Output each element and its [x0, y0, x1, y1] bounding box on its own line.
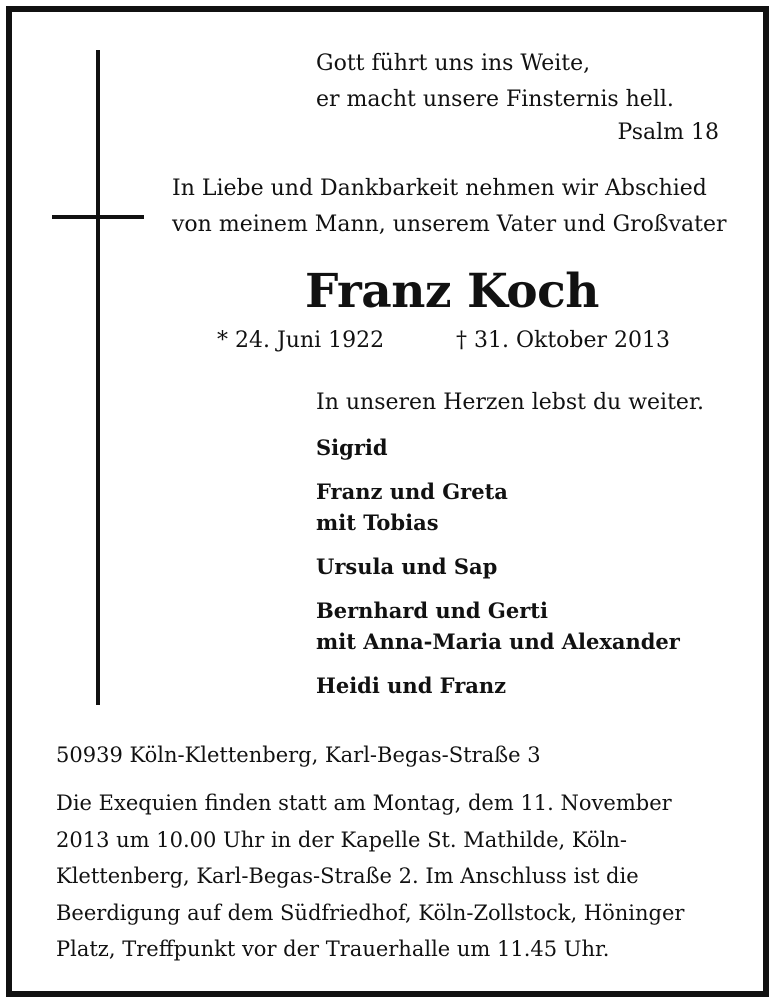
mourner-name: Heidi und Franz [316, 673, 507, 698]
mourner-group [316, 670, 680, 701]
mourners-list [316, 432, 680, 714]
birth-date: * 24. Juni 1922 [217, 328, 385, 353]
mourner-name: Ursula und Sap [316, 554, 498, 579]
psalm-reference: Psalm 18 [617, 120, 719, 145]
cross-icon-bar [52, 215, 144, 219]
farewell-intro [172, 171, 727, 243]
intro-line: von meinem Mann, unserem Vater und Großvater [172, 212, 727, 237]
death-date: † 31. Oktober 2013 [456, 328, 671, 353]
memorial-motto: In unseren Herzen lebst du weiter. [316, 390, 705, 415]
mourner-name: Bernhard und Gerti [316, 598, 548, 623]
intro-line: In Liebe und Dankbarkeit nehmen wir Abschied [172, 176, 707, 201]
mourner-name: mit Tobias [316, 510, 439, 535]
family-address: 50939 Köln-Klettenberg, Karl-Begas-Straße 3 [56, 743, 541, 767]
cross-icon [96, 50, 100, 705]
psalm-quote [316, 46, 674, 118]
service-line: Klettenberg, Karl-Begas-Straße 2. Im Anschluss ist die [56, 864, 639, 888]
mourner-group [316, 551, 680, 582]
service-line: Die Exequien finden statt am Montag, dem 11. November [56, 791, 672, 815]
deceased-name: Franz Koch [305, 264, 599, 319]
mourner-name: Sigrid [316, 435, 388, 460]
mourner-group [316, 432, 680, 463]
mourner-name: Franz und Greta [316, 479, 508, 504]
service-line: Platz, Treffpunkt vor der Trauerhalle um 11.45 Uhr. [56, 937, 610, 961]
mourner-name: mit Anna-Maria und Alexander [316, 629, 680, 654]
service-line: Beerdigung auf dem Südfriedhof, Köln-Zollstock, Höninger [56, 900, 685, 925]
service-details [56, 785, 717, 968]
mourner-group [316, 476, 680, 538]
psalm-line: Gott führt uns ins Weite, [316, 51, 591, 76]
mourner-group [316, 595, 680, 657]
service-line: 2013 um 10.00 Uhr in der Kapelle St. Mathilde, Köln- [56, 827, 627, 852]
psalm-line: er macht unsere Finsternis hell. [316, 87, 674, 112]
